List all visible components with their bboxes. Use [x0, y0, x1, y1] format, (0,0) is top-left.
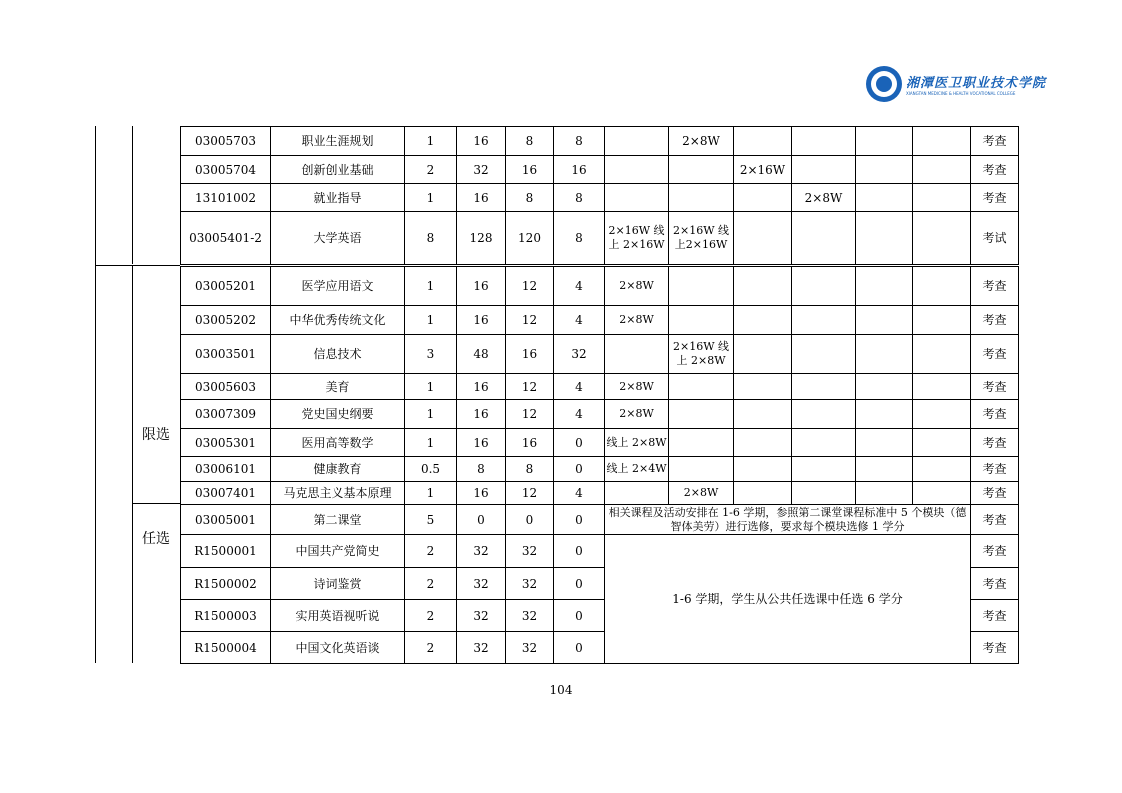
practice-hours-cell: 4: [553, 399, 605, 429]
credit-cell: 2: [404, 599, 457, 632]
semester-1-cell: [604, 126, 669, 156]
semester-3-cell: [733, 373, 792, 400]
semester-4-cell: [791, 334, 856, 374]
theory-hours-cell: 32: [505, 599, 554, 632]
exam-type-cell: 考试: [970, 211, 1019, 265]
practice-hours-cell: 4: [553, 373, 605, 400]
semester-1-cell: 2×8W: [604, 399, 669, 429]
semester-3-cell: [733, 211, 792, 265]
theory-hours-cell: 12: [505, 373, 554, 400]
college-seal-icon: [866, 66, 902, 102]
total-hours-cell: 32: [456, 631, 506, 664]
semester-5-cell: [855, 373, 913, 400]
group-col-line-top: [132, 126, 133, 264]
course-code-cell: R1500004: [180, 631, 271, 664]
semester-6-cell: [912, 481, 971, 505]
semester-2-cell: 2×8W: [668, 126, 734, 156]
group-label-limited: 限选: [142, 427, 170, 443]
credit-cell: 0.5: [404, 456, 457, 482]
semester-1-cell: [604, 183, 669, 212]
semester-1-cell: 2×16W 线上 2×16W: [604, 211, 669, 265]
total-hours-cell: 0: [456, 504, 506, 535]
semester-1-cell: 2×8W: [604, 305, 669, 335]
semester-5-cell: [855, 305, 913, 335]
credit-cell: 2: [404, 567, 457, 600]
semester-5-cell: [855, 266, 913, 306]
theory-hours-cell: 12: [505, 305, 554, 335]
semester-3-cell: [733, 334, 792, 374]
semester-3-cell: [733, 481, 792, 505]
group-col-line-bottom: [132, 265, 133, 663]
course-code-cell: 03003501: [180, 334, 271, 374]
course-code-cell: 03005201: [180, 266, 271, 306]
credit-cell: 5: [404, 504, 457, 535]
course-name-cell: 中华优秀传统文化: [270, 305, 405, 335]
total-hours-cell: 32: [456, 567, 506, 600]
exam-type-cell: 考查: [970, 155, 1019, 184]
course-name-cell: 健康教育: [270, 456, 405, 482]
theory-hours-cell: 120: [505, 211, 554, 265]
theory-hours-cell: 32: [505, 534, 554, 568]
semester-4-cell: [791, 266, 856, 306]
semester-6-cell: [912, 183, 971, 212]
total-hours-cell: 16: [456, 266, 506, 306]
semester-4-cell: [791, 211, 856, 265]
total-hours-cell: 32: [456, 155, 506, 184]
semester-6-cell: [912, 334, 971, 374]
course-code-cell: 03005704: [180, 155, 271, 184]
exam-type-cell: 考查: [970, 567, 1019, 600]
theory-hours-cell: 32: [505, 631, 554, 664]
exam-type-cell: 考查: [970, 266, 1019, 306]
practice-hours-cell: 8: [553, 183, 605, 212]
practice-hours-cell: 4: [553, 305, 605, 335]
course-code-cell: 03007401: [180, 481, 271, 505]
section-divider-line: [95, 265, 180, 266]
semester-3-cell: [733, 266, 792, 306]
total-hours-cell: 16: [456, 183, 506, 212]
semester-5-cell: [855, 155, 913, 184]
semester-3-cell: [733, 126, 792, 156]
exam-type-cell: 考查: [970, 599, 1019, 632]
semester-4-cell: [791, 373, 856, 400]
semester-4-cell: [791, 305, 856, 335]
logo-chinese-name: 湘潭医卫职业技术学院: [906, 76, 1047, 91]
semester-5-cell: [855, 126, 913, 156]
course-name-cell: 党史国史纲要: [270, 399, 405, 429]
practice-hours-cell: 4: [553, 481, 605, 505]
exam-type-cell: 考查: [970, 631, 1019, 664]
practice-hours-cell: 32: [553, 334, 605, 374]
practice-hours-cell: 0: [553, 504, 605, 535]
theory-hours-cell: 12: [505, 399, 554, 429]
semester-2-cell: [668, 155, 734, 184]
practice-hours-cell: 0: [553, 631, 605, 664]
practice-hours-cell: 0: [553, 599, 605, 632]
course-code-cell: 03006101: [180, 456, 271, 482]
optional-note: 1-6 学期，学生从公共任选课中任选 6 学分: [604, 534, 971, 664]
practice-hours-cell: 0: [553, 567, 605, 600]
semester-4-cell: [791, 456, 856, 482]
credit-cell: 1: [404, 481, 457, 505]
semester-5-cell: [855, 334, 913, 374]
course-code-cell: 03005202: [180, 305, 271, 335]
credit-cell: 1: [404, 266, 457, 306]
semester-5-cell: [855, 211, 913, 265]
semester-1-cell: [604, 481, 669, 505]
semester-3-cell: [733, 183, 792, 212]
exam-type-cell: 考查: [970, 126, 1019, 156]
theory-hours-cell: 8: [505, 183, 554, 212]
course-name-cell: 实用英语视听说: [270, 599, 405, 632]
practice-hours-cell: 8: [553, 211, 605, 265]
college-logo: [866, 64, 1047, 104]
exam-type-cell: 考查: [970, 305, 1019, 335]
semester-2-cell: 2×16W 线上 2×8W: [668, 334, 734, 374]
semester-6-cell: [912, 211, 971, 265]
exam-type-cell: 考查: [970, 456, 1019, 482]
semester-4-cell: [791, 126, 856, 156]
credit-cell: 1: [404, 126, 457, 156]
semester-2-cell: [668, 183, 734, 212]
semester-3-cell: [733, 456, 792, 482]
course-code-cell: 03005703: [180, 126, 271, 156]
course-name-cell: 创新创业基础: [270, 155, 405, 184]
semester-6-cell: [912, 126, 971, 156]
theory-hours-cell: 0: [505, 504, 554, 535]
semester-5-cell: [855, 456, 913, 482]
exam-type-cell: 考查: [970, 183, 1019, 212]
exam-type-cell: 考查: [970, 534, 1019, 568]
theory-hours-cell: 16: [505, 155, 554, 184]
exam-type-cell: 考查: [970, 481, 1019, 505]
practice-hours-cell: 0: [553, 428, 605, 457]
total-hours-cell: 32: [456, 599, 506, 632]
exam-type-cell: 考查: [970, 428, 1019, 457]
semester-1-cell: 线上 2×4W: [604, 456, 669, 482]
theory-hours-cell: 12: [505, 266, 554, 306]
semester-6-cell: [912, 399, 971, 429]
total-hours-cell: 16: [456, 305, 506, 335]
semester-4-cell: [791, 155, 856, 184]
course-name-cell: 信息技术: [270, 334, 405, 374]
course-name-cell: 医学应用语文: [270, 266, 405, 306]
group-label-optional: 任选: [142, 531, 170, 547]
second-class-note: 相关课程及活动安排在 1-6 学期，参照第二课堂课程标准中 5 个模块（德智体美劳）进行选修，要求每个模块选修 1 学分: [604, 504, 971, 535]
credit-cell: 1: [404, 305, 457, 335]
course-code-cell: R1500001: [180, 534, 271, 568]
theory-hours-cell: 32: [505, 567, 554, 600]
credit-cell: 1: [404, 428, 457, 457]
semester-2-cell: [668, 456, 734, 482]
total-hours-cell: 48: [456, 334, 506, 374]
course-code-cell: 03005301: [180, 428, 271, 457]
semester-6-cell: [912, 155, 971, 184]
semester-6-cell: [912, 428, 971, 457]
theory-hours-cell: 12: [505, 481, 554, 505]
semester-6-cell: [912, 456, 971, 482]
course-code-cell: R1500003: [180, 599, 271, 632]
course-name-cell: 就业指导: [270, 183, 405, 212]
practice-hours-cell: 0: [553, 456, 605, 482]
course-code-cell: 03005603: [180, 373, 271, 400]
total-hours-cell: 16: [456, 373, 506, 400]
semester-6-cell: [912, 305, 971, 335]
semester-3-cell: [733, 428, 792, 457]
total-hours-cell: 32: [456, 534, 506, 568]
practice-hours-cell: 0: [553, 534, 605, 568]
practice-hours-cell: 4: [553, 266, 605, 306]
course-name-cell: 大学英语: [270, 211, 405, 265]
semester-1-cell: 线上 2×8W: [604, 428, 669, 457]
course-code-cell: 03005401-2: [180, 211, 271, 265]
semester-2-cell: [668, 305, 734, 335]
exam-type-cell: 考查: [970, 504, 1019, 535]
practice-hours-cell: 16: [553, 155, 605, 184]
theory-hours-cell: 8: [505, 126, 554, 156]
course-code-cell: 03007309: [180, 399, 271, 429]
semester-4-cell: [791, 428, 856, 457]
credit-cell: 2: [404, 631, 457, 664]
semester-2-cell: [668, 428, 734, 457]
semester-4-cell: 2×8W: [791, 183, 856, 212]
theory-hours-cell: 16: [505, 428, 554, 457]
course-name-cell: 职业生涯规划: [270, 126, 405, 156]
credit-cell: 1: [404, 183, 457, 212]
course-name-cell: 第二课堂: [270, 504, 405, 535]
semester-2-cell: [668, 373, 734, 400]
semester-1-cell: [604, 155, 669, 184]
credit-cell: 1: [404, 399, 457, 429]
total-hours-cell: 128: [456, 211, 506, 265]
total-hours-cell: 16: [456, 399, 506, 429]
course-code-cell: 03005001: [180, 504, 271, 535]
course-name-cell: 美育: [270, 373, 405, 400]
credit-cell: 1: [404, 373, 457, 400]
semester-3-cell: 2×16W: [733, 155, 792, 184]
course-code-cell: 13101002: [180, 183, 271, 212]
semester-5-cell: [855, 481, 913, 505]
theory-hours-cell: 16: [505, 334, 554, 374]
course-name-cell: 医用高等数学: [270, 428, 405, 457]
semester-3-cell: [733, 305, 792, 335]
semester-5-cell: [855, 428, 913, 457]
practice-hours-cell: 8: [553, 126, 605, 156]
credit-cell: 8: [404, 211, 457, 265]
semester-4-cell: [791, 481, 856, 505]
semester-1-cell: [604, 334, 669, 374]
credit-cell: 2: [404, 155, 457, 184]
logo-english-name: XIANGTAN MEDICINE & HEALTH VOCATIONAL COLLEGE: [906, 91, 1016, 96]
semester-2-cell: 2×16W 线上2×16W: [668, 211, 734, 265]
course-code-cell: R1500002: [180, 567, 271, 600]
semester-2-cell: [668, 399, 734, 429]
course-name-cell: 中国文化英语谈: [270, 631, 405, 664]
total-hours-cell: 16: [456, 428, 506, 457]
page-number: 104: [549, 683, 573, 697]
semester-2-cell: [668, 266, 734, 306]
exam-type-cell: 考查: [970, 334, 1019, 374]
semester-6-cell: [912, 373, 971, 400]
theory-hours-cell: 8: [505, 456, 554, 482]
semester-5-cell: [855, 183, 913, 212]
credit-cell: 2: [404, 534, 457, 568]
total-hours-cell: 8: [456, 456, 506, 482]
exam-type-cell: 考查: [970, 399, 1019, 429]
total-hours-cell: 16: [456, 481, 506, 505]
group-divider-line: [132, 503, 180, 504]
outer-left-line: [95, 126, 96, 663]
semester-3-cell: [733, 399, 792, 429]
semester-1-cell: 2×8W: [604, 373, 669, 400]
total-hours-cell: 16: [456, 126, 506, 156]
course-name-cell: 马克思主义基本原理: [270, 481, 405, 505]
exam-type-cell: 考查: [970, 373, 1019, 400]
course-name-cell: 诗词鉴赏: [270, 567, 405, 600]
semester-6-cell: [912, 266, 971, 306]
semester-4-cell: [791, 399, 856, 429]
semester-5-cell: [855, 399, 913, 429]
semester-1-cell: 2×8W: [604, 266, 669, 306]
semester-2-cell: 2×8W: [668, 481, 734, 505]
course-name-cell: 中国共产党简史: [270, 534, 405, 568]
credit-cell: 3: [404, 334, 457, 374]
